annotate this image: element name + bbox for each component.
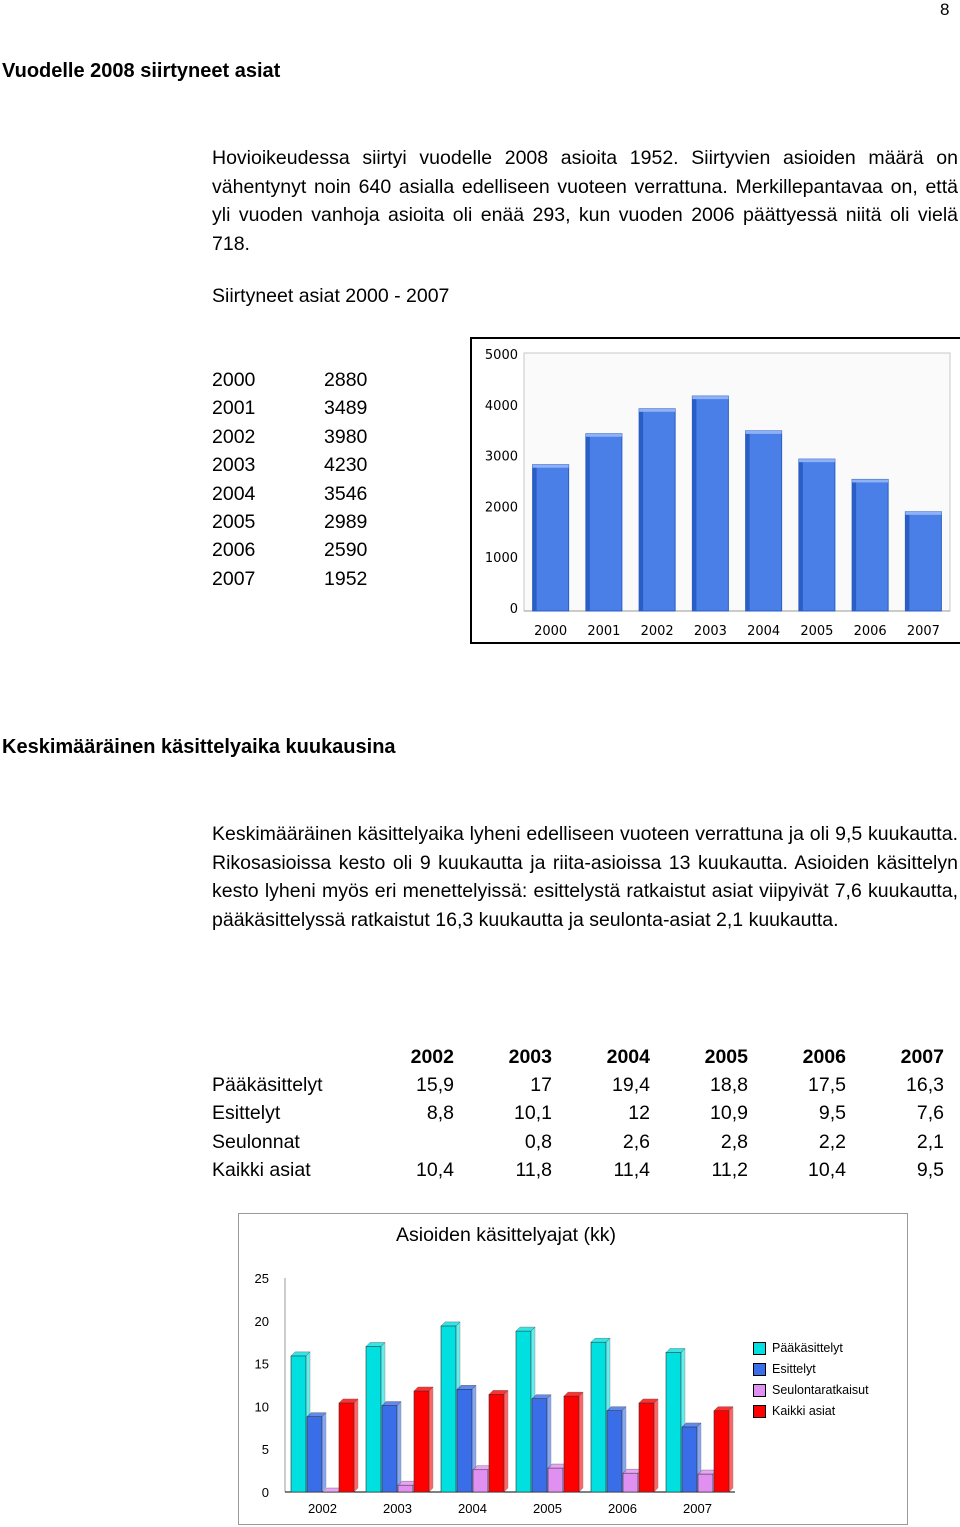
year-cell: 2002	[212, 425, 256, 448]
row-label: Kaikki asiat	[212, 1159, 311, 1182]
y-tick-label: 5	[261, 1442, 269, 1458]
value-cell: 2,2	[818, 1130, 846, 1153]
bar	[382, 1402, 401, 1492]
x-tick-label: 2005	[533, 1501, 562, 1516]
y-tick-label: 0	[509, 602, 518, 617]
processing-time-table	[212, 1043, 944, 1185]
bar	[414, 1387, 433, 1492]
table-row	[212, 1100, 944, 1128]
value-cell: 10,4	[808, 1159, 846, 1182]
processing-time-chart	[238, 1213, 908, 1525]
bar	[692, 396, 728, 611]
bar	[639, 1399, 658, 1492]
year-cell: 2004	[212, 482, 256, 505]
table-row	[212, 366, 367, 394]
table-row	[212, 423, 367, 451]
column-header: 2006	[802, 1045, 846, 1068]
value-cell: 9,5	[818, 1102, 846, 1125]
transferred-cases-chart-svg	[472, 339, 960, 646]
table-row	[212, 1157, 944, 1185]
table-row	[212, 508, 367, 536]
legend-swatch	[753, 1405, 766, 1418]
x-tick-label: 2006	[608, 1501, 637, 1516]
x-tick-label: 2000	[534, 624, 568, 639]
x-tick-label: 2007	[683, 1501, 712, 1516]
value-cell: 2,1	[916, 1130, 944, 1153]
value-cell: 12	[628, 1102, 650, 1125]
row-label: Pääkäsittelyt	[212, 1074, 323, 1097]
y-tick-label: 4000	[484, 398, 518, 414]
year-cell: 2003	[212, 454, 256, 477]
y-tick-label: 15	[254, 1356, 269, 1372]
bar	[905, 512, 941, 611]
chart-title: Asioiden käsittelyajat (kk)	[395, 1224, 616, 1246]
section-heading-transferred: Vuodelle 2008 siirtyneet asiat	[2, 60, 281, 82]
value-cell: 10,1	[514, 1102, 552, 1125]
paragraph-text: Hovioikeudessa siirtyi vuodelle 2008 asioita 1952. Siirtyvien asioiden määrä on vähentynyt noin 640 asialla edelliseen vuoteen verrattuna. Merkillepantavaa on, että yli vuoden vanhoja asioita oli enää 293, kun vuoden 2006 päättyessä niitä oli vielä 718.	[212, 147, 958, 255]
value-cell: 17	[530, 1074, 552, 1097]
year-cell: 2007	[212, 567, 256, 590]
year-cell: 2000	[212, 369, 256, 391]
y-tick-label: 3000	[484, 449, 518, 465]
legend-item	[753, 1401, 869, 1422]
column-header: 2007	[900, 1045, 944, 1068]
column-header: 2005	[704, 1045, 748, 1068]
bar	[564, 1392, 583, 1492]
row-label: Esittelyt	[212, 1102, 281, 1125]
value-cell: 3489	[324, 397, 368, 420]
column-header: 2004	[606, 1045, 650, 1068]
table-row	[212, 1128, 944, 1156]
table-title-transferred: Siirtyneet asiat 2000 - 2007	[212, 285, 450, 307]
column-header: 2003	[508, 1045, 552, 1068]
y-tick-label: 2000	[484, 500, 518, 516]
paragraph-processing-time	[212, 820, 958, 934]
value-cell: 10,4	[416, 1159, 454, 1182]
value-cell: 17,5	[808, 1074, 846, 1097]
bar	[533, 465, 569, 611]
legend-item	[753, 1380, 869, 1401]
value-cell: 11,2	[711, 1159, 748, 1182]
x-tick-label: 2004	[747, 624, 781, 639]
year-cell: 2006	[212, 539, 256, 562]
x-tick-label: 2007	[906, 624, 940, 639]
bar	[746, 431, 782, 611]
x-tick-label: 2005	[800, 624, 834, 639]
value-cell: 15,9	[416, 1074, 454, 1097]
page-number: 8	[940, 0, 950, 19]
paragraph-text: Keskimääräinen käsittelyaika lyheni edelliseen vuoteen verrattuna ja oli 9,5 kuukautta. Rikosasioissa kesto oli 9 kuukautta ja riita-asioissa 13 kuukautta. Asioiden käsittelyn kesto lyheni myös eri menettelyissä: esittelystä ratkaistut asiat viipyivät 7,6 kuukautta, pääkäsittelyssä ratkaistut 16,3 kuukautta ja seulonta-asiat 2,1 kuukautta.	[212, 823, 958, 931]
y-tick-label: 10	[254, 1399, 269, 1415]
table-row	[212, 480, 367, 508]
legend-label: Kaikki asiat	[772, 1404, 836, 1418]
x-tick-label: 2006	[853, 624, 887, 639]
transferred-cases-table	[212, 366, 367, 593]
value-cell: 11,8	[515, 1159, 552, 1182]
year-cell: 2005	[212, 511, 256, 534]
y-tick-label: 5000	[484, 348, 518, 363]
bar	[339, 1399, 358, 1492]
bar	[307, 1413, 326, 1492]
legend-item	[753, 1359, 869, 1380]
value-cell: 11,4	[613, 1159, 650, 1182]
bar	[714, 1407, 733, 1492]
value-cell: 2,6	[622, 1130, 650, 1153]
table-row	[212, 394, 367, 422]
value-cell: 16,3	[906, 1074, 944, 1097]
y-tick-label: 1000	[484, 551, 518, 567]
x-tick-label: 2002	[308, 1501, 337, 1516]
legend-item	[753, 1338, 869, 1359]
table-row	[212, 565, 367, 593]
value-cell: 18,8	[710, 1074, 748, 1097]
x-tick-label: 2003	[693, 624, 727, 639]
value-cell: 3980	[324, 425, 368, 448]
section-heading-processing-time: Keskimääräinen käsittelyaika kuukausina	[2, 736, 396, 758]
bar	[799, 459, 835, 611]
value-cell: 0,8	[524, 1130, 552, 1153]
value-cell: 8,8	[426, 1102, 454, 1125]
value-cell: 2989	[324, 511, 368, 534]
column-header: 2002	[410, 1045, 454, 1068]
value-cell: 9,5	[916, 1159, 944, 1182]
value-cell: 7,6	[916, 1102, 944, 1125]
legend-label: Seulontaratkaisut	[772, 1383, 869, 1397]
table-row	[212, 536, 367, 564]
chart-legend	[753, 1338, 869, 1422]
table-row	[212, 1071, 944, 1099]
y-tick-label: 0	[261, 1485, 269, 1500]
legend-swatch	[753, 1384, 766, 1397]
x-tick-label: 2001	[587, 624, 621, 639]
header-empty-cell	[212, 1043, 372, 1071]
value-cell: 1952	[324, 567, 368, 590]
table-row	[212, 451, 367, 479]
year-cell: 2001	[212, 397, 256, 420]
value-cell	[372, 1128, 454, 1156]
legend-swatch	[753, 1342, 766, 1355]
legend-swatch	[753, 1363, 766, 1376]
paragraph-transferred	[212, 144, 958, 258]
legend-label: Pääkäsittelyt	[772, 1341, 843, 1355]
x-tick-label: 2004	[458, 1501, 487, 1516]
value-cell: 19,4	[612, 1074, 650, 1097]
bar	[586, 434, 622, 611]
value-cell: 3546	[324, 482, 368, 505]
value-cell: 10,9	[710, 1102, 748, 1125]
x-tick-label: 2002	[640, 624, 674, 639]
value-cell: 2,8	[720, 1130, 748, 1153]
bar	[489, 1390, 508, 1492]
value-cell: 2880	[324, 369, 368, 391]
y-tick-label: 25	[254, 1271, 269, 1286]
legend-label: Esittelyt	[772, 1362, 816, 1376]
x-tick-label: 2003	[383, 1501, 412, 1516]
row-label: Seulonnat	[212, 1130, 300, 1153]
value-cell: 2590	[324, 539, 368, 562]
y-tick-label: 20	[254, 1313, 269, 1329]
transferred-cases-chart	[470, 337, 960, 644]
bar	[852, 479, 888, 611]
bar	[639, 409, 675, 611]
value-cell: 4230	[324, 454, 368, 477]
table-header-row	[212, 1043, 944, 1071]
